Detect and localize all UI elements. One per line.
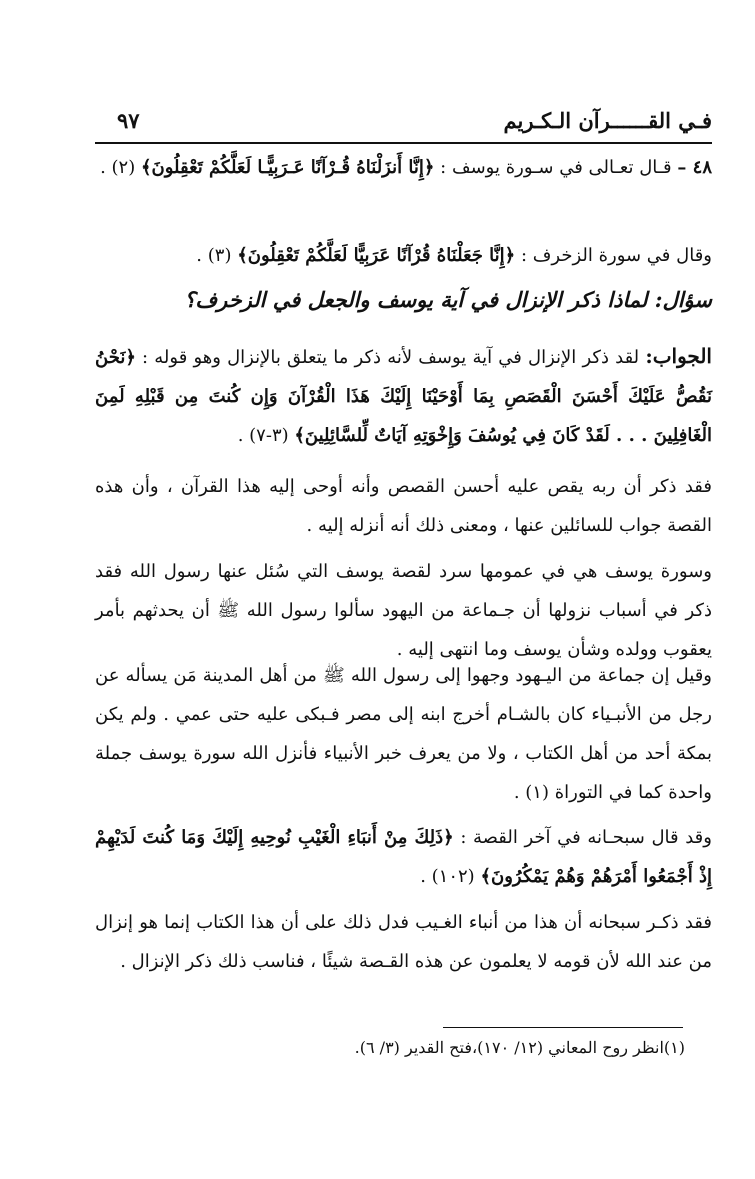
quran-verse: ﴿إِنَّا أَنزَلْنَاهُ قُـرْآنًا عَـرَبِيًّـا لَعَلَّكُمْ تَعْقِلُونَ﴾: [140, 157, 435, 178]
answer-paragraph: [95, 337, 712, 455]
answer-text: لقد ذكر الإنزال في آية يوسف لأنه ذكر ما يتعلق بالإنزال وهو قوله :: [142, 347, 640, 368]
verse-reference: (١٠٢) .: [420, 866, 475, 887]
paragraph-5: [95, 656, 712, 812]
paragraph-48: [95, 148, 712, 187]
page-header: [95, 102, 712, 144]
paragraph-zukhruf: [95, 236, 712, 275]
footnote-marker: (١) .: [513, 782, 549, 803]
verse-reference: (٢) .: [100, 157, 136, 178]
paragraph-text: وقيل إن جماعة من اليـهود وجهوا إلى رسول الله ﷺ من أهل المدينة مَن يسأله عن رجل من الأنبـياء كان بالشـام أخرج ابنه إلى مصر فـبكى عليه حتى عمي . ولم يكن بمكة أحد من أهل الكتاب ، ولا من يعرف خبر الأنبياء فأنزل الله سورة يوسف جملة واحدة كما في التوراة: [95, 665, 712, 803]
quran-verse: ﴿إِنَّا جَعَلْنَاهُ قُرْآنًا عَرَبِيًّا لَعَلَّكُمْ تَعْقِلُونَ﴾: [237, 245, 516, 266]
footnote: (١)انظر روح المعاني (١٢/ ١٧٠)،فتح القدير (٣/ ٦).: [354, 1038, 685, 1057]
page-number: ٩٧: [117, 108, 140, 133]
paragraph-7: فقد ذكـر سبحانه أن هذا من أنباء الغـيب فدل ذلك على أن هذا الكتاب إنما هو إنزال من عند الله لأن قومه لا يعلمون عن هذه القـصة شيئًا ، فناسب ذلك ذكر الإنزال .: [95, 912, 712, 972]
paragraph-4: وسورة يوسف هي في عمومها سرد لقصة يوسف التي سُئل عنها رسول الله فقد ذكر في أسباب نزولها أن جـماعة من اليهود سألوا رسول الله ﷺ أن يحدثهم بأمر يعقوب وولده وشأن يوسف وما انتهى إليه .: [95, 561, 712, 660]
quran-verse: ﴿ذَلِكَ مِنْ أَنبَاءِ الْغَيْبِ نُوحِيهِ إِلَيْكَ وَمَا كُنتَ لَدَيْهِمْ إِذْ أَجْمَعُوا أَمْرَهُمْ وَهُمْ يَمْكُرُونَ﴾: [95, 827, 712, 887]
verse-reference: (٣-٧) .: [237, 425, 289, 446]
book-title: فـي القــــــرآن الـكـريم: [503, 108, 712, 133]
question-label: سؤال:: [654, 287, 712, 312]
paragraph-text: قـال تعـالى في سـورة يوسف :: [440, 157, 672, 178]
paragraph-6: [95, 818, 712, 896]
quran-verse: ﴿نَحْنُ نَقُصُّ عَلَيْكَ أَحْسَنَ الْقَصَصِ بِمَا أَوْحَيْنَا إِلَيْكَ هَذَا الْقُرْآنَ وَإِن كُنتَ مِن قَبْلِهِ لَمِنَ الْغَافِلِينَ . . . لَقَدْ كَانَ فِي يُوسُفَ وَإِخْوَتِهِ آيَاتٌ لِّلسَّائِلِينَ﴾: [95, 347, 712, 446]
paragraph-text: وقال في سورة الزخرف :: [520, 245, 712, 266]
verse-reference: (٣) .: [196, 245, 232, 266]
answer-label: الجواب:: [645, 344, 712, 368]
question-text: لماذا ذكر الإنزال في آية يوسف والجعل في الزخرف؟: [184, 287, 648, 312]
paragraph-3: فقد ذكر أن ربه يقص عليه أحسن القصص وأنه أوحى إليه هذا القرآن ، وأن هذه القصة جواب للسائلين عنها ، ومعنى ذلك أنه أنزله إليه .: [95, 476, 712, 536]
item-number: ٤٨ –: [677, 157, 712, 178]
question-heading: [95, 280, 712, 320]
paragraph-text: وقد قال سبحـانه في آخر القصة :: [460, 827, 712, 848]
footnote-separator: [443, 1027, 683, 1028]
